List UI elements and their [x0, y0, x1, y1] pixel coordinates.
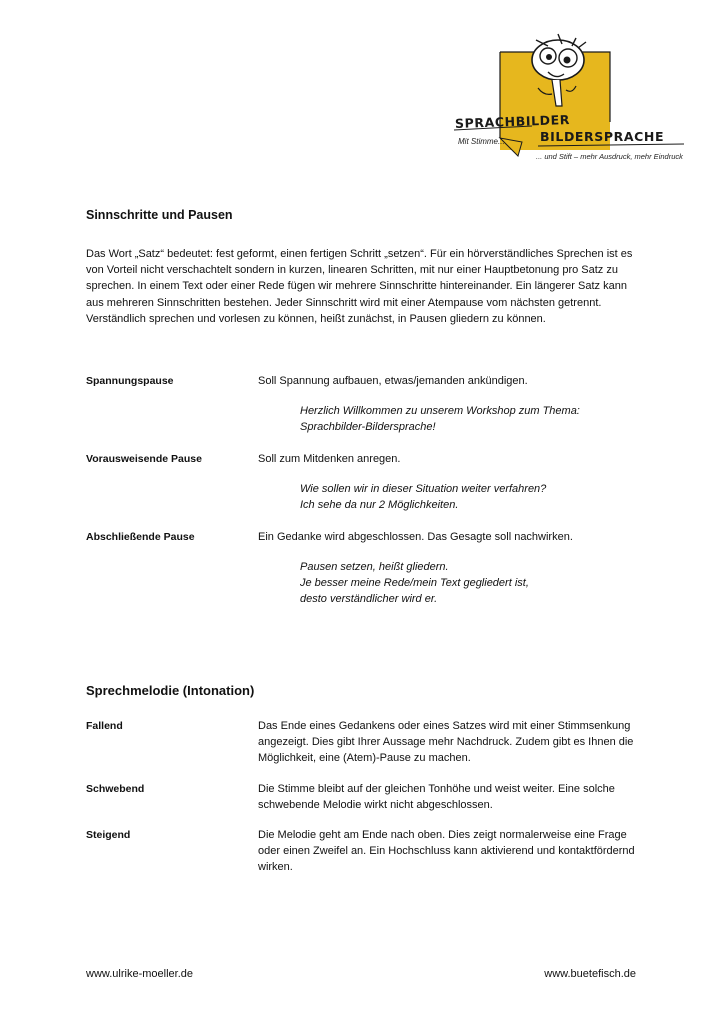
footer-link-ulrike-moeller[interactable]: www.ulrike-moeller.de [86, 968, 193, 980]
section-title-sprechmelodie: Sprechmelodie (Intonation) [86, 683, 255, 698]
term-spannungspause: Spannungspause [86, 375, 174, 387]
logo-subtitle-2: ... und Stift – mehr Ausdruck, mehr Eindruck [536, 152, 683, 161]
desc-vorausweisende-pause: Soll zum Mitdenken anregen. [258, 453, 401, 465]
footer-link-buetefisch[interactable]: www.buetefisch.de [544, 968, 636, 980]
term-schwebend: Schwebend [86, 783, 145, 795]
brand-logo [440, 10, 705, 170]
term-abschliessende-pause: Abschließende Pause [86, 531, 195, 543]
section-title-sinnschritte: Sinnschritte und Pausen [86, 208, 233, 222]
intro-paragraph: Das Wort „Satz“ bedeutet: fest geformt, einen fertigen Schritt „setzen“. Für ein hörverständliches Sprechen ist es von Vorteil nicht verschachtelt sondern in kurzen, linearen Schritten, mit nur einer Hauptbetonung pro Satz zu sprechen. In einem Text oder einer Rede fügen wir mehrere Sinnschritte hintereinander. Ein längerer Satz kann aus mehreren Sinnschritten bestehen. Jeder Sinnschritt wird mit einer Atempause vom nächsten getrennt. Verständlich sprechen und vorlesen zu können, heißt zunächst, in Pausen gliedern zu können. [86, 248, 633, 325]
desc-schwebend: Die Stimme bleibt auf der gleichen Tonhöhe und weist weiter. Eine solche schwebende Melodie wirkt nicht abgeschlossen. [258, 783, 615, 811]
example-spannungspause: Herzlich Willkommen zu unserem Workshop zum Thema: Sprachbilder-Bildersprache! [300, 405, 580, 433]
logo-title-line1: SPRACHBILDER [454, 111, 571, 132]
logo-title-line2: BILDERSPRACHE [540, 129, 665, 144]
example-abschliessende-pause: Pausen setzen, heißt gliedern. Je besser meine Rede/mein Text gegliedert ist, desto verständlicher wird er. [300, 561, 529, 605]
logo-subtitle-1: Mit Stimme... [458, 137, 505, 146]
desc-steigend: Die Melodie geht am Ende nach oben. Dies zeigt normalerweise eine Frage oder einen Zweifel an. Ein Hochschluss kann aktivierend und kontaktfördernd wirken. [258, 829, 635, 873]
desc-fallend: Das Ende eines Gedankens oder eines Satzes wird mit einer Stimmsenkung angezeigt. Dies gibt Ihrer Aussage mehr Nachdruck. Zudem gibt es Ihnen die Möglichkeit, eine (Atem)-Pause zu machen. [258, 720, 634, 764]
term-steigend: Steigend [86, 829, 131, 841]
example-vorausweisende-pause: Wie sollen wir in dieser Situation weiter verfahren? Ich sehe da nur 2 Möglichkeiten. [300, 483, 547, 511]
desc-abschliessende-pause: Ein Gedanke wird abgeschlossen. Das Gesagte soll nachwirken. [258, 531, 573, 543]
term-vorausweisende-pause: Vorausweisende Pause [86, 453, 202, 465]
term-fallend: Fallend [86, 720, 123, 732]
desc-spannungspause: Soll Spannung aufbauen, etwas/jemanden ankündigen. [258, 375, 528, 387]
